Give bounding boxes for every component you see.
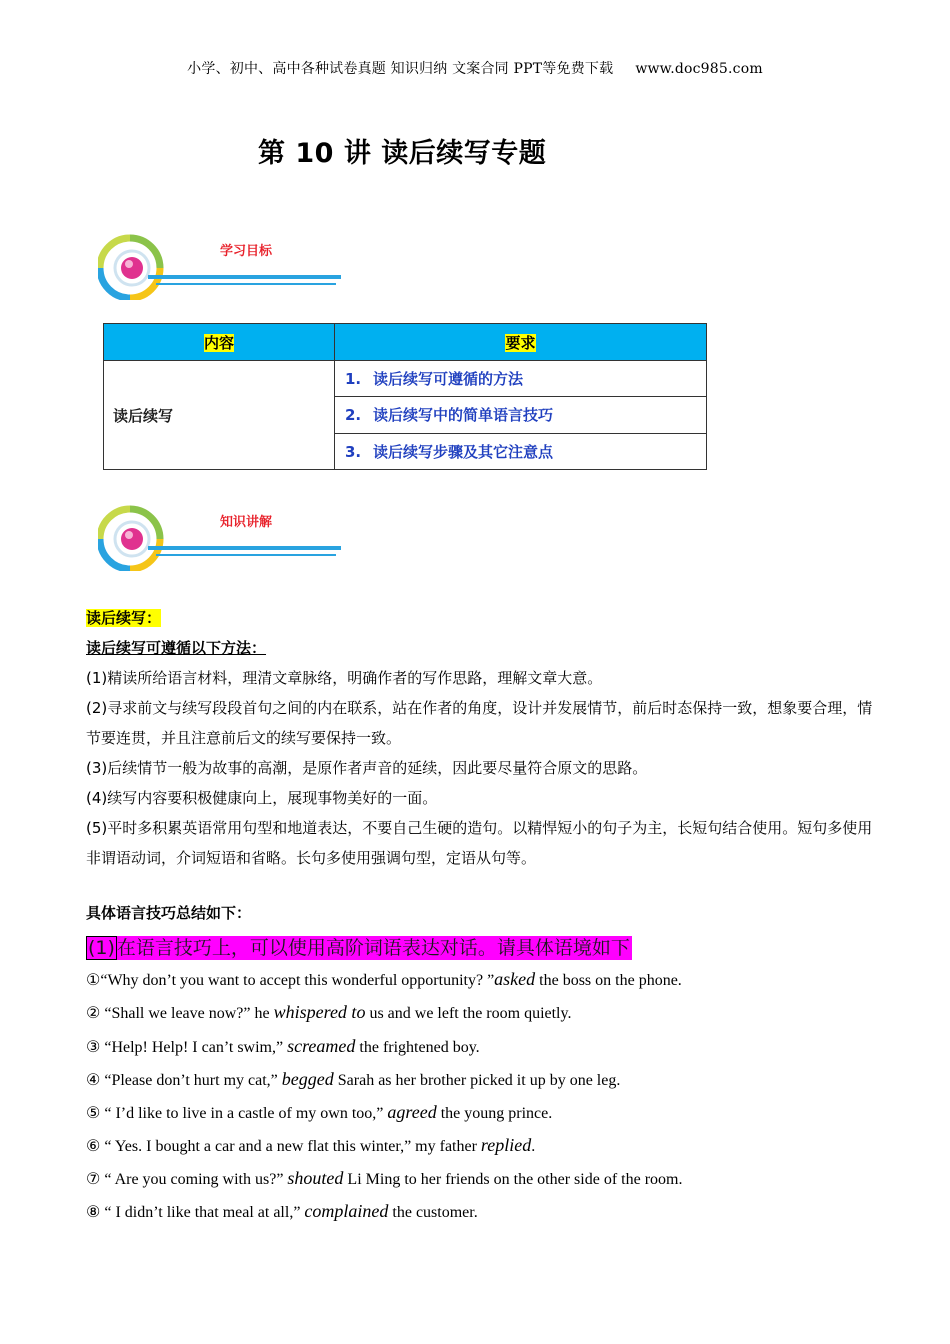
knowledge-heading-text: 读后续写： [86,609,162,627]
skills-heading: 具体语言技巧总结如下： [86,904,252,922]
method-item: (3)后续情节一般为故事的高潮，是原作者声音的延续，因此要尽量符合原文的思路。 [86,759,648,777]
page-title: 第 10 讲 读后续写专题 [258,138,547,169]
badge-label-knowledge: 知识讲解 [220,515,273,530]
skill-1-highlight [86,936,632,960]
example-pre: ⑤ “ I’d like to live in a castle of my own too,” [86,1105,388,1122]
table-header-row [104,324,707,361]
example-post: the customer. [388,1204,478,1221]
example-pre: ①“Why don’t you want to accept this wonderful opportunity? ” [86,972,495,989]
goals-table [103,323,707,470]
requirement-num: 3. [345,442,362,461]
example-verb: asked [494,969,536,989]
example-verb: complained [304,1201,389,1221]
requirement-cell-2 [335,397,707,433]
example-post: Li Ming to her friends on the other side of the room. [343,1171,683,1188]
example-line [86,1201,906,1222]
example-line [86,1069,906,1090]
header-banner [0,58,950,78]
badge-label-goals: 学习目标 [220,244,273,259]
header-banner-text: 小学、初中、高中各种试卷真题 知识归纳 文案合同 PPT等免费下载 [187,61,614,77]
requirement-cell-1 [335,361,707,397]
header-site-link[interactable]: www.doc985.com [635,61,763,77]
section-badge-knowledge [98,505,346,571]
example-pre: ④ “Please don’t hurt my cat,” [86,1072,282,1089]
col-requirement-label: 要求 [505,333,536,352]
example-line [86,1168,906,1189]
requirement-num: 1. [345,370,362,389]
example-line [86,1135,906,1156]
example-verb: replied [480,1135,532,1155]
content-cell: 读后续写 [104,361,335,470]
col-content-header [104,324,335,361]
example-verb: screamed [287,1036,356,1056]
example-post: us and we left the room quietly. [365,1005,572,1022]
example-verb: whispered to [273,1002,366,1022]
example-pre: ② “Shall we leave now?” he [86,1005,274,1022]
example-line [86,1036,906,1057]
example-post: the young prince. [436,1105,553,1122]
requirement-text: 读后续写步骤及其它注意点 [373,442,554,461]
example-pre: ⑦ “ Are you coming with us?” [86,1171,288,1188]
method-item: (2)寻求前文与续写段段首句之间的内在联系，站在作者的角度，设计并发展情节，前后时态保持一致，想象要合理，情节要连贯，并且注意前后文的续写要保持一致。 [86,699,873,747]
requirement-num: 2. [345,406,362,425]
knowledge-heading [86,603,886,633]
example-verb: begged [281,1069,334,1089]
example-verb: agreed [387,1102,437,1122]
table-row [104,361,707,397]
knowledge-section [86,603,886,873]
method-item: (1)精读所给语言材料，理清文章脉络，明确作者的写作思路，理解文章大意。 [86,669,603,687]
section-badge-goals [98,234,346,300]
example-pre: ⑧ “ I didn’t like that meal at all,” [86,1204,305,1221]
example-post: Sarah as her brother picked it up by one leg. [333,1072,621,1089]
example-post: the boss on the phone. [535,972,682,989]
requirement-text: 读后续写中的简单语言技巧 [373,406,554,425]
skill-1-num: (1) [88,937,115,959]
example-line [86,1102,906,1123]
col-content-label: 内容 [203,333,234,352]
example-line [86,1002,906,1023]
knowledge-subheading: 读后续写可遵循以下方法： [86,639,267,657]
skill-1-heading [86,934,886,964]
requirement-text: 读后续写可遵循的方法 [373,370,524,389]
requirement-cell-3 [335,433,707,469]
example-pre: ⑥ “ Yes. I bought a car and a new flat this winter,” my father [86,1138,481,1155]
example-line [86,969,906,990]
col-requirement-header [335,324,707,361]
skill-1-text: 在语言技巧上，可以使用高阶词语表达对话。请具体语境如下 [116,937,630,959]
example-post: . [531,1138,536,1155]
example-pre: ③ “Help! Help! I can’t swim,” [86,1039,288,1056]
example-verb: shouted [287,1168,344,1188]
example-post: the frightened boy. [355,1039,480,1056]
method-item: (4)续写内容要积极健康向上，展现事物美好的一面。 [86,789,438,807]
method-item: (5)平时多积累英语常用句型和地道表达，不要自己生硬的造句。以精悍短小的句子为主，长短句结合使用。短句多使用非谓语动词，介词短语和省略。长句多使用强调句型，定语从句等。 [86,819,873,867]
